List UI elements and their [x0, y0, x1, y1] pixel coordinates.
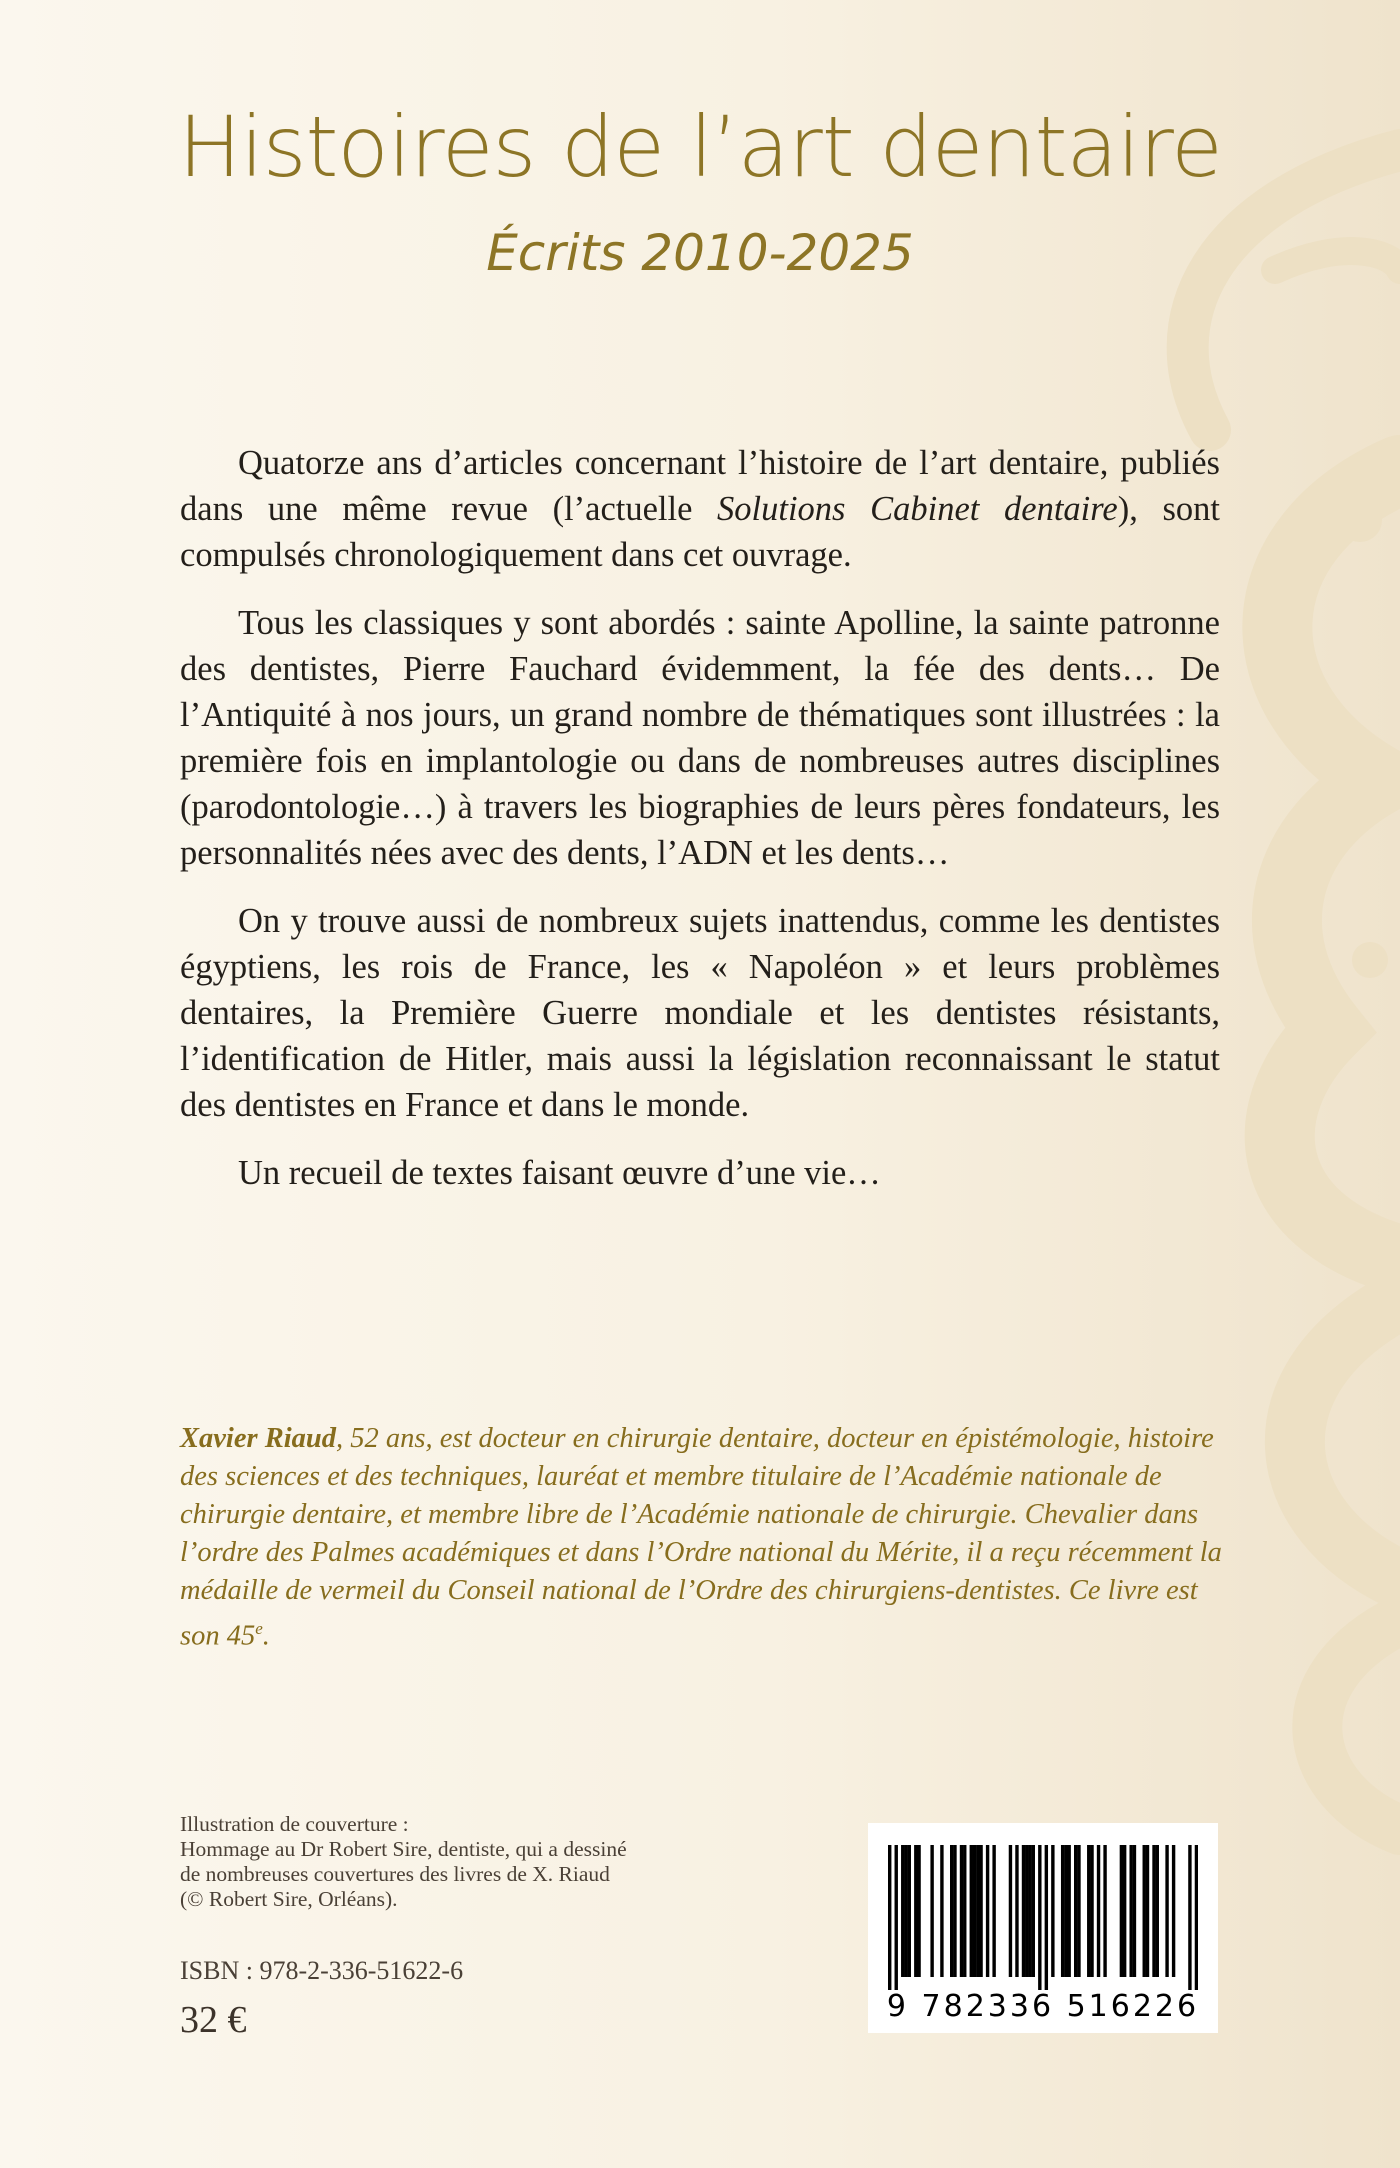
barcode-digits: 9 782336 516226 — [886, 1989, 1200, 2024]
credits-line: (© Robert Sire, Orléans). — [180, 1887, 398, 1911]
barcode-bar — [1077, 1845, 1080, 1977]
barcode-bar — [940, 1845, 943, 1977]
book-subtitle: Écrits 2010-2025 — [486, 224, 914, 282]
barcode-bar — [1087, 1845, 1090, 1977]
barcode-bar — [1022, 1845, 1025, 1977]
barcode-bar — [973, 1845, 976, 1977]
barcode-bar — [1045, 1845, 1048, 1990]
cover-illustration-credits — [180, 1812, 780, 1912]
barcode-bar — [1061, 1845, 1064, 1977]
barcode-bar — [1165, 1845, 1168, 1977]
barcode-bar — [917, 1845, 920, 1977]
barcode-bar — [930, 1845, 933, 1977]
barcode-bar — [970, 1845, 973, 1977]
barcode-bar — [1015, 1845, 1018, 1977]
barcode-bar — [1129, 1845, 1132, 1977]
barcode — [868, 1823, 1218, 2033]
barcode-bar — [1064, 1845, 1067, 1977]
blurb-p1-end: ), sont compulsés chronologiquement dans cet ouvrage. — [180, 490, 1221, 574]
barcode-bar — [960, 1845, 963, 1977]
barcode-bar — [1051, 1845, 1054, 1977]
barcode-bar — [888, 1845, 891, 1990]
barcode-bar — [1120, 1845, 1123, 1977]
barcode-bar — [1097, 1845, 1100, 1977]
barcode-bar — [953, 1845, 956, 1977]
barcode-bar — [908, 1845, 911, 1977]
barcode-bar — [1074, 1845, 1077, 1977]
barcode-bar — [976, 1845, 979, 1977]
ordinal-suffix: e — [255, 1619, 263, 1638]
blurb — [180, 440, 1220, 1218]
barcode-bar — [1133, 1845, 1136, 1977]
barcode-bar — [1172, 1845, 1175, 1977]
book-title: Histoires de l’art dentaire — [178, 98, 1222, 196]
blurb-p1-text: Quatorze ans d’articles concernant l’histoire de l’art dentaire, publiés dans une même revue (l’actuelle — [180, 444, 1220, 528]
barcode-bar — [963, 1845, 966, 1977]
barcode-bar — [979, 1845, 982, 1977]
barcode-bar — [1025, 1845, 1028, 1977]
barcode-bar — [901, 1845, 904, 1977]
barcode-bar — [950, 1845, 953, 1977]
barcode-bar — [1009, 1845, 1012, 1977]
price: 32 € — [180, 1999, 247, 2041]
blurb-paragraph-4: Un recueil de textes faisant œuvre d’une vie… — [238, 1154, 881, 1192]
blurb-paragraph-3: On y trouve aussi de nombreux sujets inattendus, comme les dentistes égyptiens, les rois de France, les « Napoléon » et leurs problèmes dentaires, la Première Guerre mondiale et les dentistes résistants, l’identification de Hitler, mais aussi la législation reconnaissant le statut des dentistes en France et dans le monde. — [180, 902, 1220, 1124]
author-bio-text: , 52 ans, est docteur en chirurgie dentaire, docteur en épistémologie, histoire des sciences et des techniques, lauréat et membre titulaire de l’Académie nationale de chirurgie dentaire, et membre libre de l’Académie nationale de chirurgie. Chevalier dans l’ordre des Palmes académiques et dans l’Ordre national du Mérite, il a reçu récemment la médaille de vermeil du Conseil national de l’Ordre des chirurgiens-dentistes. Ce livre est son 45 — [180, 1423, 1222, 1652]
barcode-bar — [1195, 1845, 1198, 1990]
barcode-bar — [1146, 1845, 1149, 1977]
barcode-bar — [1090, 1845, 1093, 1977]
blurb-paragraph-1 — [180, 440, 1220, 578]
blurb-paragraph-2: Tous les classiques y sont abordés : sainte Apolline, la sainte patronne des dentistes, Pierre Fauchard évidemment, la fée des dents… De l’Antiquité à nos jours, un grand nombre de thématiques sont illustrées : la première fois en implantologie ou dans de nombreuses autres disciplines (parodontologie…) à travers les biographies de leurs pères fondateurs, les personnalités nées avec des dents, l’ADN et les dents… — [180, 604, 1220, 872]
barcode-bar — [1067, 1845, 1070, 1977]
barcode-bar — [1123, 1845, 1126, 1977]
author-name: Xavier Riaud — [180, 1423, 336, 1454]
barcode-bar — [1188, 1845, 1191, 1990]
barcode-bar — [914, 1845, 917, 1977]
author-bio — [180, 1420, 1225, 1656]
barcode-bars — [888, 1845, 1198, 1990]
barcode-bar — [1143, 1845, 1146, 1977]
barcode-bar — [1152, 1845, 1155, 1977]
credits-line: Hommage au Dr Robert Sire, dentiste, qui a dessiné — [180, 1837, 627, 1861]
barcode-bar — [992, 1845, 995, 1977]
barcode-bar — [1038, 1845, 1041, 1990]
barcode-bar — [986, 1845, 989, 1977]
isbn: ISBN : 978-2-336-51622-6 — [180, 1956, 464, 1985]
credits-line: de nombreuses couvertures des livres de X. Riaud — [180, 1862, 610, 1886]
barcode-bar — [1103, 1845, 1106, 1977]
barcode-bar — [1032, 1845, 1035, 1977]
barcode-bar — [1028, 1845, 1031, 1977]
barcode-bar — [904, 1845, 907, 1977]
author-bio-end: . — [262, 1620, 270, 1652]
barcode-bar — [1156, 1845, 1159, 1977]
barcode-bar — [895, 1845, 898, 1990]
credits-line: Illustration de couverture : — [180, 1812, 409, 1836]
journal-name: Solutions Cabinet dentaire — [717, 490, 1118, 528]
